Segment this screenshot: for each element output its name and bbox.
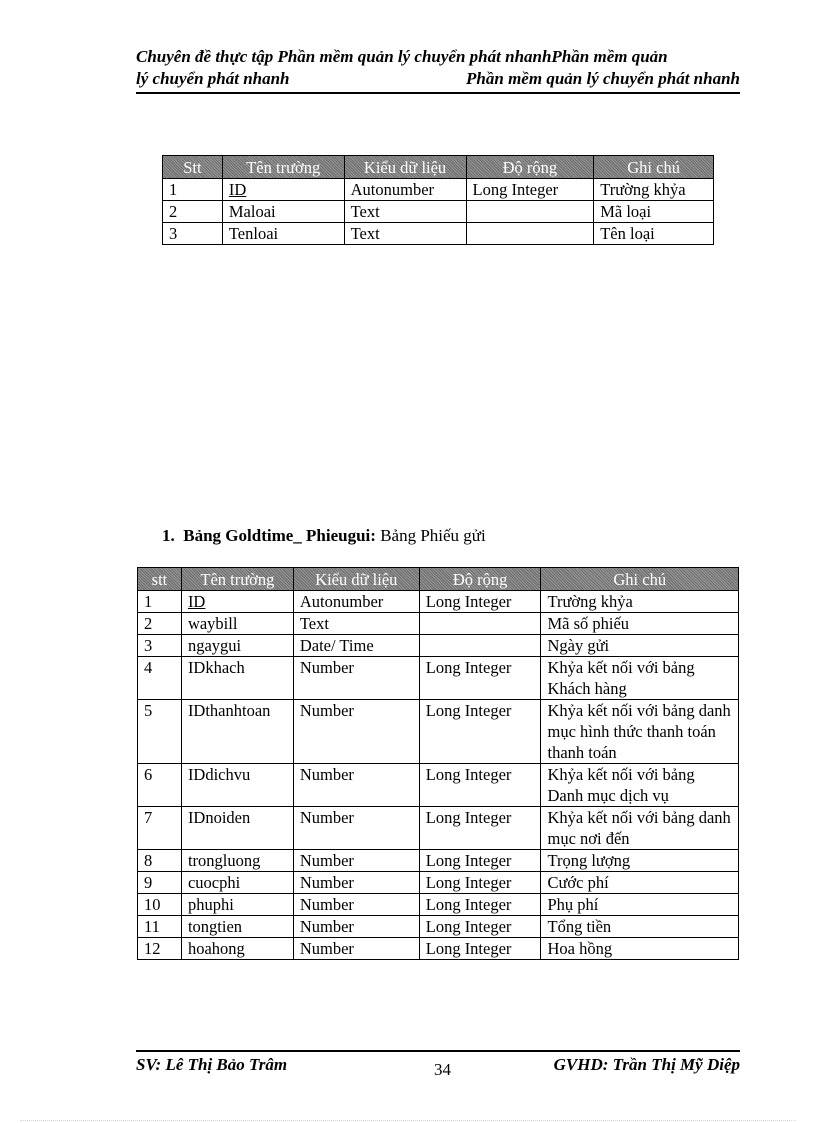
- page-footer: [136, 1055, 740, 1081]
- column-header: Tên trường: [181, 568, 293, 591]
- table-cell: Number: [293, 916, 419, 938]
- table-cell: [419, 635, 541, 657]
- table-row: [138, 916, 739, 938]
- table-cell: ID: [222, 179, 344, 201]
- table-cell: 2: [163, 201, 223, 223]
- table-cell: Trường khỷa: [541, 591, 739, 613]
- table-cell: Long Integer: [419, 764, 541, 807]
- table-cell: 6: [138, 764, 182, 807]
- table-cell: Khỷa kết nối với bảng Danh mục dịch vụ: [541, 764, 739, 807]
- table-cell: IDthanhtoan: [181, 700, 293, 764]
- table-row: [138, 872, 739, 894]
- table-cell: 2: [138, 613, 182, 635]
- column-header: Kiểu dữ liệu: [344, 156, 466, 179]
- footer-divider: [136, 1050, 740, 1052]
- column-header: stt: [138, 568, 182, 591]
- table-cell: Khỷa kết nối với bảng danh mục hình thức thanh toán thanh toán: [541, 700, 739, 764]
- table-cell: 9: [138, 872, 182, 894]
- table-cell: Number: [293, 764, 419, 807]
- table-row: [163, 179, 714, 201]
- table-cell: 4: [138, 657, 182, 700]
- column-header: Stt: [163, 156, 223, 179]
- table-cell: Long Integer: [419, 872, 541, 894]
- table-cell: Text: [344, 201, 466, 223]
- table-cell: Long Integer: [419, 700, 541, 764]
- table-row: [138, 613, 739, 635]
- table-row: [138, 635, 739, 657]
- column-header: Tên trường: [222, 156, 344, 179]
- header-line-2: [136, 68, 740, 90]
- table-cell: Autonumber: [293, 591, 419, 613]
- table-cell: Khỷa kết nối với bảng Khách hàng: [541, 657, 739, 700]
- table-cell: Cước phí: [541, 872, 739, 894]
- table-row: [138, 938, 739, 960]
- table-row: [163, 223, 714, 245]
- table-cell: Tên loại: [594, 223, 714, 245]
- table-cell: Trường khỷa: [594, 179, 714, 201]
- table-cell: ID: [181, 591, 293, 613]
- table-cell: Long Integer: [419, 807, 541, 850]
- header-line-2-left: lý chuyển phát nhanh: [136, 69, 290, 88]
- table-cell: Number: [293, 807, 419, 850]
- table-row: [138, 850, 739, 872]
- page-header: [136, 46, 740, 90]
- table-cell: Maloai: [222, 201, 344, 223]
- table-cell: 8: [138, 850, 182, 872]
- table-cell: Number: [293, 938, 419, 960]
- table-row: [163, 201, 714, 223]
- table-cell: cuocphi: [181, 872, 293, 894]
- page-number: 34: [434, 1060, 451, 1079]
- table-cell: Khỷa kết nối với bảng danh mục nơi đến: [541, 807, 739, 850]
- table-cell: 3: [163, 223, 223, 245]
- table-cell: Text: [293, 613, 419, 635]
- table-cell: 7: [138, 807, 182, 850]
- table-cell: Trọng lượng: [541, 850, 739, 872]
- table-cell: Number: [293, 700, 419, 764]
- table-cell: 11: [138, 916, 182, 938]
- table-cell: 1: [138, 591, 182, 613]
- table-cell: Ngày gửi: [541, 635, 739, 657]
- table-cell: Long Integer: [466, 179, 594, 201]
- column-header: Kiểu dữ liệu: [293, 568, 419, 591]
- table-cell: [466, 223, 594, 245]
- footer-advisor: GVHD: Trần Thị Mỹ Diệp: [553, 1055, 740, 1074]
- table-cell: 12: [138, 938, 182, 960]
- table-cell: Long Integer: [419, 591, 541, 613]
- table-cell: Phụ phí: [541, 894, 739, 916]
- table-cell: phuphi: [181, 894, 293, 916]
- footer-student: SV: Lê Thị Bảo Trâm: [136, 1055, 288, 1074]
- table-cell: Number: [293, 894, 419, 916]
- table-cell: Long Integer: [419, 916, 541, 938]
- table-cell: Long Integer: [419, 894, 541, 916]
- table-header-row: [138, 568, 739, 591]
- table-cell: Long Integer: [419, 850, 541, 872]
- table-row: [138, 894, 739, 916]
- table-cell: ngaygui: [181, 635, 293, 657]
- field-table-phieugui: [137, 567, 739, 960]
- table-cell: [466, 201, 594, 223]
- table-cell: Long Integer: [419, 657, 541, 700]
- table-cell: hoahong: [181, 938, 293, 960]
- table-cell: IDkhach: [181, 657, 293, 700]
- table-cell: IDdichvu: [181, 764, 293, 807]
- table-cell: Date/ Time: [293, 635, 419, 657]
- column-header: Độ rộng: [466, 156, 594, 179]
- section-title-rest: Bảng Phiếu gửi: [375, 526, 486, 545]
- column-header: Ghi chú: [541, 568, 739, 591]
- table-cell: Tổng tiền: [541, 916, 739, 938]
- column-header: Độ rộng: [419, 568, 541, 591]
- table-cell: Number: [293, 872, 419, 894]
- table-cell: 1: [163, 179, 223, 201]
- section-title-bold: Bảng Goldtime_ Phieugui:: [183, 526, 376, 545]
- table-cell: waybill: [181, 613, 293, 635]
- table-cell: Hoa hồng: [541, 938, 739, 960]
- table-header-row: [163, 156, 714, 179]
- table-row: [138, 764, 739, 807]
- table-cell: Long Integer: [419, 938, 541, 960]
- header-divider: [136, 92, 740, 94]
- table-cell: Number: [293, 657, 419, 700]
- table-row: [138, 591, 739, 613]
- table-cell: tongtien: [181, 916, 293, 938]
- table-cell: Number: [293, 850, 419, 872]
- table-cell: [419, 613, 541, 635]
- table-cell: Autonumber: [344, 179, 466, 201]
- table-cell: Mã loại: [594, 201, 714, 223]
- section-heading: [162, 525, 486, 547]
- header-line-1: Chuyên đề thực tập Phần mềm quản lý chuyển phát nhanhPhần mềm quản: [136, 47, 668, 66]
- table-cell: 3: [138, 635, 182, 657]
- column-header: Ghi chú: [594, 156, 714, 179]
- table-row: [138, 807, 739, 850]
- table-cell: 5: [138, 700, 182, 764]
- field-table-loai: [162, 155, 714, 245]
- table-cell: Mã số phiếu: [541, 613, 739, 635]
- table-cell: trongluong: [181, 850, 293, 872]
- table-cell: Text: [344, 223, 466, 245]
- page-bottom-edge: [20, 1120, 796, 1121]
- table-row: [138, 657, 739, 700]
- table-row: [138, 700, 739, 764]
- table-cell: IDnoiden: [181, 807, 293, 850]
- section-number: 1.: [162, 526, 175, 545]
- table-cell: 10: [138, 894, 182, 916]
- header-line-2-right: Phần mềm quản lý chuyển phát nhanh: [466, 69, 740, 88]
- table-cell: Tenloai: [222, 223, 344, 245]
